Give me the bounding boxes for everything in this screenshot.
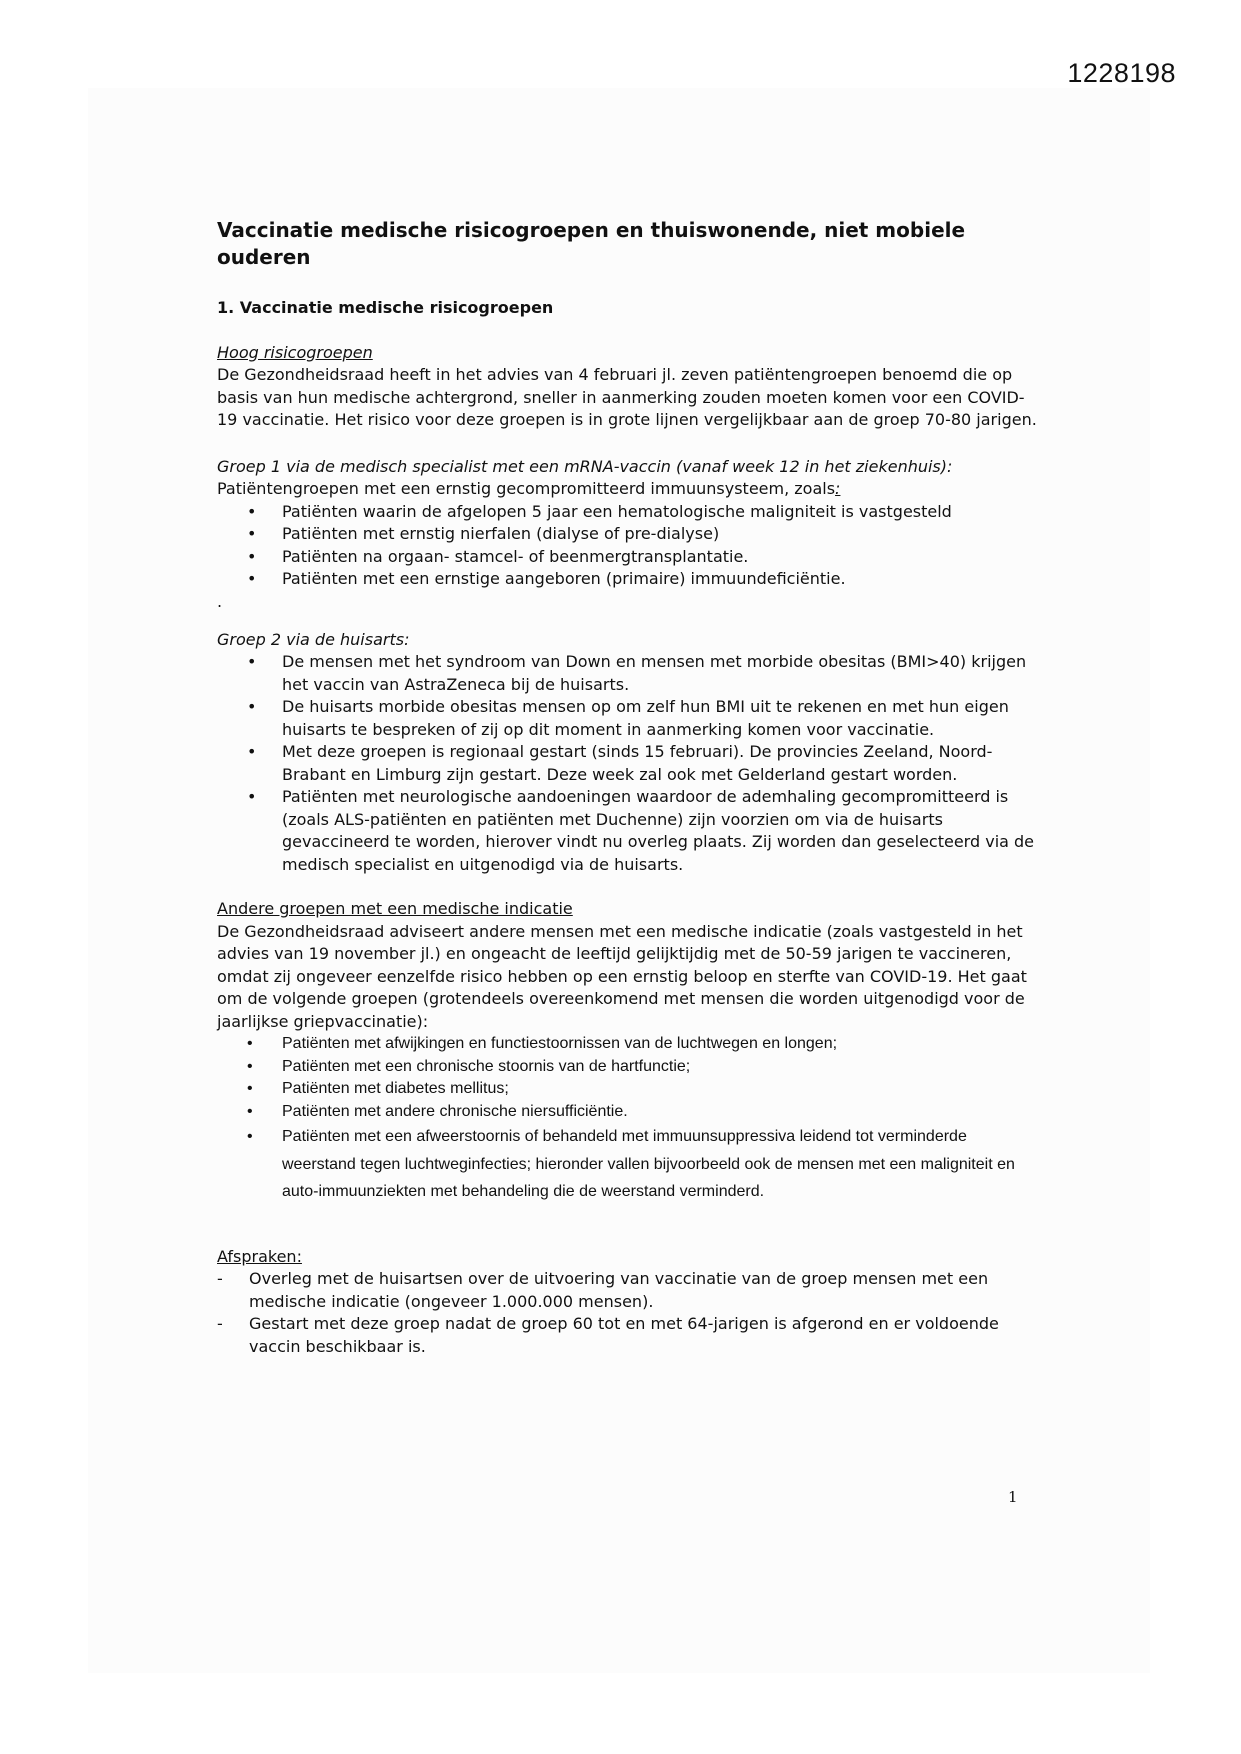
andere-groepen-heading: Andere groepen met een medische indicatie [217, 899, 573, 918]
page-number: 1 [1008, 1488, 1018, 1506]
list-item: • Patiënten met ernstig nierfalen (dialyse of pre-dialyse) [282, 523, 1037, 546]
list-item: • Patiënten met een chronische stoornis van de hartfunctie; [282, 1056, 1037, 1079]
groep1-list [217, 501, 1037, 591]
stray-dot: . [217, 591, 223, 611]
list-item: - Gestart met deze groep nadat de groep 60 tot en met 64-jarigen is afgerond en er voldoende vaccin beschikbaar is. [249, 1313, 1037, 1358]
andere-groepen-section [217, 898, 1037, 1206]
list-item: • Patiënten met een ernstige aangeboren (primaire) immuundeficiëntie. [282, 568, 1037, 591]
groep2-list [217, 651, 1037, 876]
andere-groepen-paragraph: De Gezondheidsraad adviseert andere mensen met een medische indicatie (zoals vastgesteld in het advies van 19 november jl.) en ongeacht de leeftijd gelijktijdig met de 50-59 jarigen te vaccineren, omdat zij ongeveer eenzelfde risico hebben op een ernstig beloop en sterfte van COVID-19. Het gaat om de volgende groepen (grotendeels overeenkomend met mensen die worden uitgenodigd voor de jaarlijkse griepvaccinatie): [217, 921, 1027, 1031]
hoog-risico-section [217, 342, 1037, 432]
groep2-heading: Groep 2 via de huisarts: [217, 629, 410, 649]
groep1-intro [217, 478, 1037, 501]
groep1-heading: Groep 1 via de medisch specialist met een mRNA-vaccin (vanaf week 12 in het ziekenhuis): [217, 456, 953, 476]
list-item: • Patiënten met afwijkingen en functiestoornissen van de luchtwegen en longen; [282, 1033, 1037, 1056]
list-item: • Patiënten met een afweerstoornis of behandeld met immuunsuppressiva leidend tot verminderde weerstand tegen luchtweginfecties; hieronder vallen bijvoorbeeld ook de mensen met een maligniteit en auto-immuunziekten met behandeling die de weerstand verminderd. [282, 1123, 1037, 1206]
hoog-risico-paragraph: De Gezondheidsraad heeft in het advies van 4 februari jl. zeven patiëntengroepen benoemd die op basis van hun medische achtergrond, sneller in aanmerking zouden moeten komen voor een COVID-19 vaccinatie. Het risico voor deze groepen is in grote lijnen vergelijkbaar aan de groep 70-80 jarigen. [217, 365, 1037, 429]
andere-groepen-list [217, 1033, 1037, 1206]
list-item: • Patiënten met neurologische aandoeningen waardoor de ademhaling gecompromitteerd is (zoals ALS-patiënten en patiënten met Duchenne) zijn voorzien om via de huisarts gevaccineerd te worden, hierover vindt nu overleg plaats. Zij worden dan geselecteerd via de medisch specialist en uitgenodigd via de huisarts. [282, 786, 1037, 876]
list-item: - Overleg met de huisartsen over de uitvoering van vaccinatie van de groep mensen met een medische indicatie (ongeveer 1.000.000 mensen). [249, 1268, 1037, 1313]
groep2-section [217, 629, 1037, 877]
document-title: Vaccinatie medische risicogroepen en thuiswonende, niet mobiele ouderen [217, 218, 966, 269]
hoog-risico-subheading: Hoog risicogroepen [217, 342, 373, 362]
document-body [217, 217, 1037, 1358]
afspraken-section [217, 1246, 1037, 1359]
groep1-intro-text: Patiëntengroepen met een ernstig gecompromitteerd immuunsysteem, zoals [217, 479, 836, 498]
list-item: • Patiënten waarin de afgelopen 5 jaar een hematologische maligniteit is vastgesteld [282, 501, 1037, 524]
list-item: • Met deze groepen is regionaal gestart (sinds 15 februari). De provincies Zeeland, Noord-Brabant en Limburg zijn gestart. Deze week zal ook met Gelderland gestart worden. [282, 741, 1037, 786]
list-item: • Patiënten na orgaan- stamcel- of beenmergtransplantatie. [282, 546, 1037, 569]
document-id: 1228198 [1067, 58, 1176, 88]
afspraken-list [217, 1268, 1037, 1358]
afspraken-heading: Afspraken: [217, 1246, 302, 1266]
list-item: • Patiënten met andere chronische niersufficiëntie. [282, 1101, 1037, 1124]
groep1-intro-colon: : [835, 479, 841, 498]
list-item: • Patiënten met diabetes mellitus; [282, 1078, 1037, 1101]
groep1-section [217, 456, 1037, 613]
list-item: • De huisarts morbide obesitas mensen op om zelf hun BMI uit te rekenen en met hun eigen huisarts te bespreken of zij op dit moment in aanmerking komen voor vaccinatie. [282, 696, 1037, 741]
list-item: • De mensen met het syndroom van Down en mensen met morbide obesitas (BMI>40) krijgen het vaccin van AstraZeneca bij de huisarts. [282, 651, 1037, 696]
section-heading: 1. Vaccinatie medische risicogroepen [217, 298, 554, 317]
